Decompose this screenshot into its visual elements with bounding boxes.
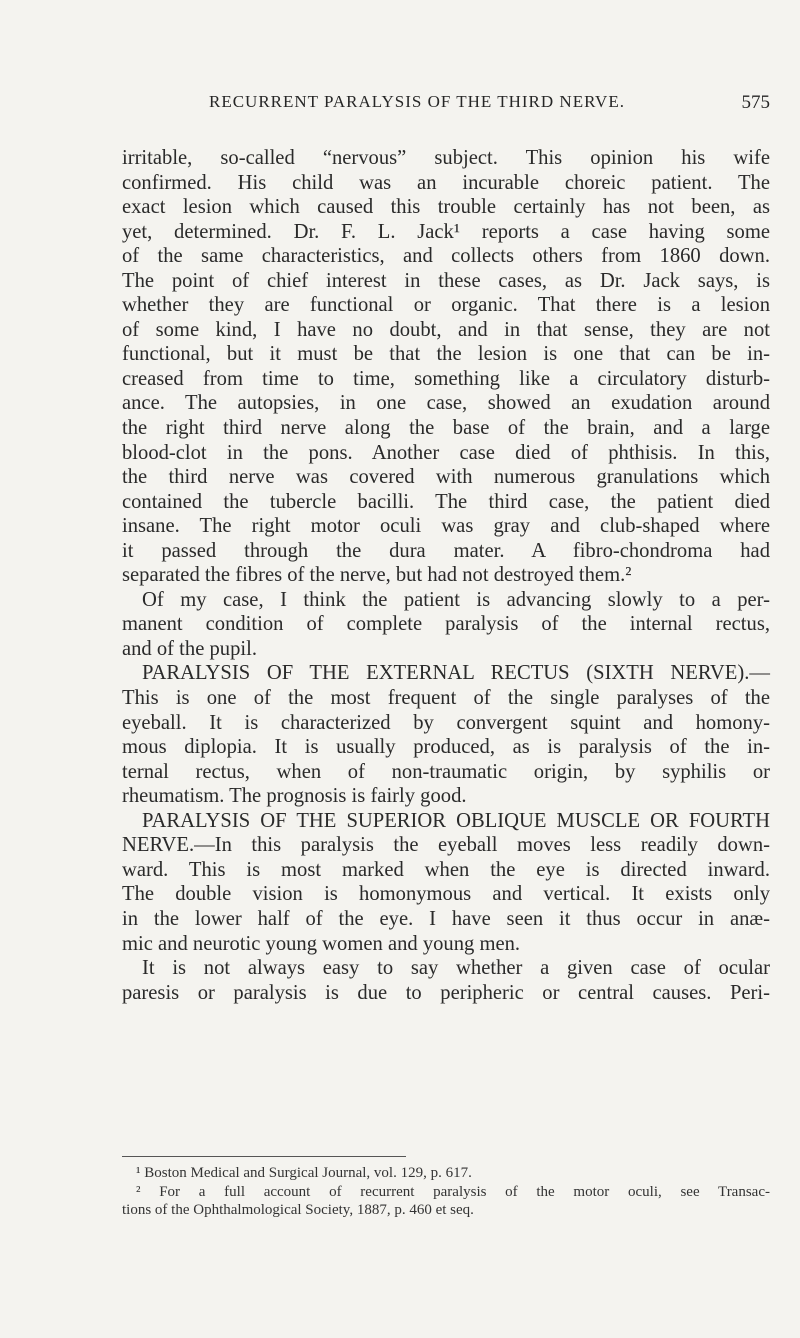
footnote: ¹ Boston Medical and Surgical Journal, vol. 129, p. 617. [136,1165,472,1181]
text-line: The point of chief interest in these cases, as Dr. Jack says, is [122,269,770,292]
text-line: and of the pupil. [122,637,257,660]
section-heading-fourth-nerve: PARALYSIS OF THE SUPERIOR OBLIQUE MUSCLE OR FOURTH [142,809,770,832]
text-line: manent condition of complete paralysis of the internal rectus, [122,613,770,636]
text-line: NERVE.—In this paralysis the eyeball moves less readily down- [122,834,770,857]
text-line: of the same characteristics, and collects others from 1860 down. [122,245,770,268]
text-line: ward. This is most marked when the eye is directed inward. [122,858,770,881]
section-heading-sixth-nerve: PARALYSIS OF THE EXTERNAL RECTUS (SIXTH NERVE).— [142,662,770,685]
text-line: in the lower half of the eye. I have seen it thus occur in anæ- [122,907,770,930]
body-text [122,146,770,1005]
text-line: ance. The autopsies, in one case, showed an exudation around [122,392,770,415]
text-line: Of my case, I think the patient is advancing slowly to a per- [142,588,770,611]
footnote: ² For a full account of recurrent paralysis of the motor oculi, see Transac- [136,1183,770,1200]
text-line: eyeball. It is characterized by convergent squint and homony- [122,711,770,734]
text-line: The double vision is homonymous and vertical. It exists only [122,883,770,906]
footnotes [122,1164,770,1220]
text-line: whether they are functional or organic. That there is a lesion [122,294,770,317]
text-line: creased from time to time, something like a circulatory disturb- [122,367,770,390]
text-line: separated the fibres of the nerve, but had not destroyed them.² [122,564,632,587]
text-line: yet, determined. Dr. F. L. Jack¹ reports a case having some [122,220,770,243]
running-title: RECURRENT PARALYSIS OF THE THIRD NERVE. [209,92,625,111]
text-line: mous diplopia. It is usually produced, as is paralysis of the in- [122,736,770,759]
text-line: the third nerve was covered with numerous granulations which [122,466,770,489]
text-line: ternal rectus, when of non-traumatic origin, by syphilis or [122,760,770,783]
text-line: insane. The right motor oculi was gray and club-shaped where [122,515,770,538]
footnote-divider [122,1156,406,1157]
text-line: exact lesion which caused this trouble certainly has not been, as [122,196,770,219]
text-line: irritable, so-called “nervous” subject. This opinion his wife [122,147,770,169]
text-line: It is not always easy to say whether a given case of ocular [142,957,770,980]
text-line: contained the tubercle bacilli. The third case, the patient died [122,490,770,513]
text-line: it passed through the dura mater. A fibro-chondroma had [122,539,770,562]
footnote-continuation: tions of the Ophthalmological Society, 1887, p. 460 et seq. [122,1202,474,1218]
text-line: the right third nerve along the base of the brain, and a large [122,417,770,440]
running-head [122,92,770,120]
text-line: rheumatism. The prognosis is fairly good. [122,785,467,808]
text-line: confirmed. His child was an incurable choreic patient. The [122,171,770,194]
text-line: mic and neurotic young women and young men. [122,932,521,955]
text-line: blood-clot in the pons. Another case died of phthisis. In this, [122,441,770,464]
page-number: 575 [741,92,770,113]
text-line: paresis or paralysis is due to peripheric or central causes. Peri- [122,981,770,1004]
text-line: functional, but it must be that the lesion is one that can be in- [122,343,770,366]
text-line: This is one of the most frequent of the single paralyses of the [122,687,770,710]
text-line: of some kind, I have no doubt, and in that sense, they are not [122,318,770,341]
